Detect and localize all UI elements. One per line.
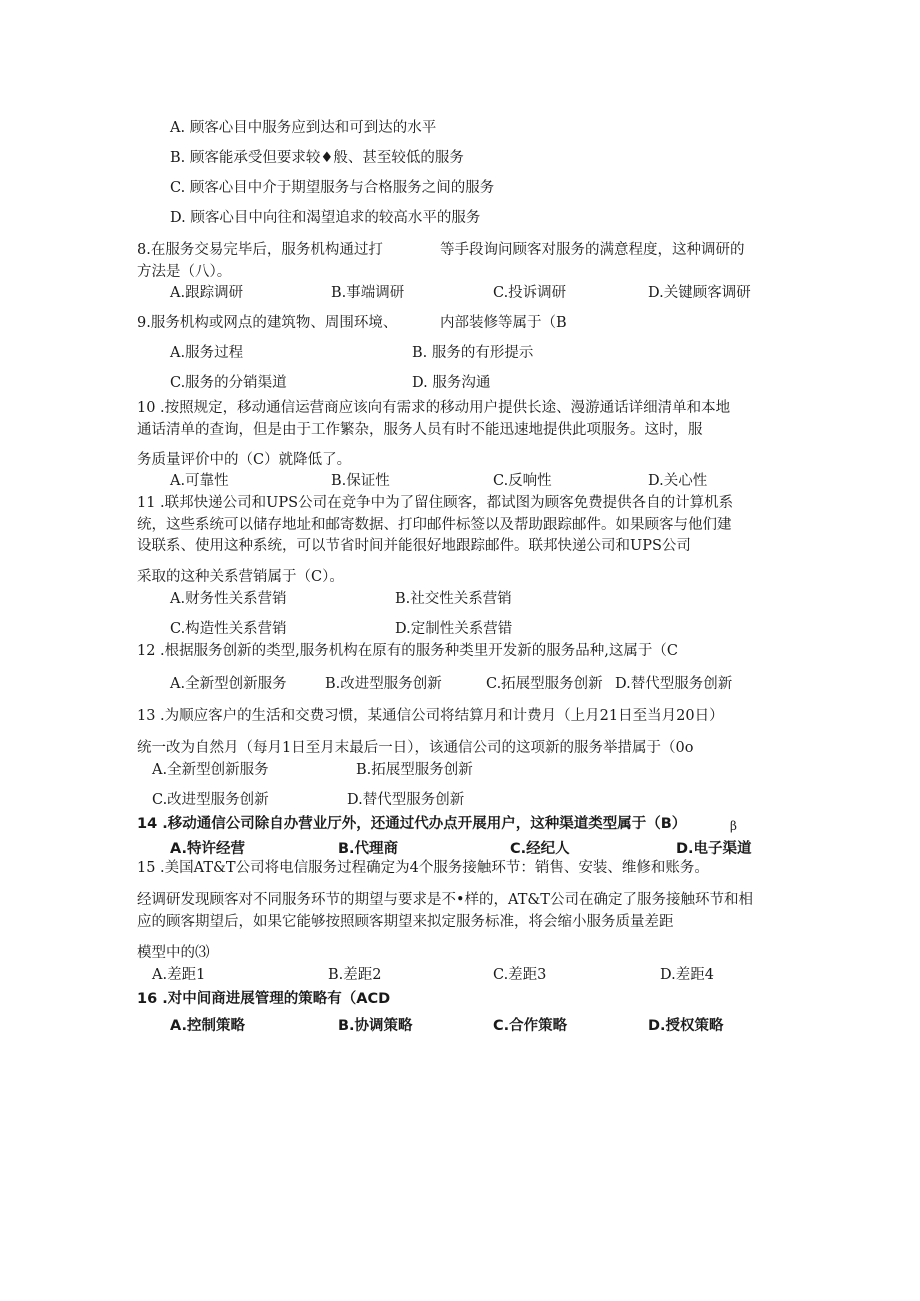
q9-option-b: B. 服务的有形提示 <box>412 345 534 361</box>
q11-option-c: C.构造性关系营销 <box>170 621 287 637</box>
q15-stem-line1: 15 .美国AT&T公司将电信服务过程确定为4个服务接触环节：销售、安装、维修和账务。 <box>137 860 709 876</box>
q15-option-c: C.差距3 <box>493 967 547 983</box>
q10-option-d: D.关心性 <box>648 473 708 489</box>
q11-stem-line1: 11 .联邦快递公司和UPS公司在竞争中为了留住顾客，都试图为顾客免费提供各自的计算机系 <box>137 495 734 511</box>
q16-option-c: C.合作策略 <box>493 1018 568 1034</box>
q8-stem-line2: 方法是（八）。 <box>137 264 232 280</box>
q11-option-a: A.财务性关系营销 <box>170 591 287 607</box>
q9-stem-line1a: 9.服务机构或网点的建筑物、周围环境、 <box>137 315 398 331</box>
q13-option-a: A.全新型创新服务 <box>152 762 269 778</box>
q8-option-b: B.事端调研 <box>331 285 405 301</box>
q13-option-d: D.替代型服务创新 <box>347 792 465 808</box>
q10-stem-line3: 务质量评价中的（C）就降低了。 <box>137 452 352 468</box>
q11-stem-line4: 采取的这种关系营销属于（C）。 <box>137 569 344 585</box>
q12-option-b: B.改进型服务创新 <box>325 676 442 692</box>
q14-option-b: B.代理商 <box>338 841 399 857</box>
q15-option-a: A.差距1 <box>152 967 206 983</box>
q14-option-c: C.经纪人 <box>510 841 570 857</box>
q14-stem-line1: 14 .移动通信公司除自办营业厅外，还通过代办点开展用户，这种渠道类型属于（B） <box>137 816 687 832</box>
q11-stem-line3: 设联系、使用这种系统，可以节省时间并能很好地跟踪邮件。联邦快递公司和UPS公司 <box>137 538 691 554</box>
q8-option-d: D.关键顾客调研 <box>648 285 751 301</box>
q10-stem-line1: 10 .按照规定，移动通信运营商应该向有需求的移动用户提供长途、漫游通话详细清单和本地 <box>137 400 731 416</box>
q8-option-c: C.投诉调研 <box>493 285 567 301</box>
q11-option-b: B.社交性关系营销 <box>395 591 512 607</box>
q13-stem-line1: 13 .为顺应客户的生活和交费习惯，某通信公司将结算月和计费月（上月21日至当月20日） <box>137 708 724 724</box>
q15-option-b: B.差距2 <box>328 967 382 983</box>
q15-option-d: D.差距4 <box>660 967 714 983</box>
q9-option-d: D. 服务沟通 <box>412 375 491 391</box>
q10-option-c: C.反响性 <box>493 473 552 489</box>
q12-option-c: C.拓展型服务创新 <box>486 676 603 692</box>
q9-option-c: C.服务的分销渠道 <box>170 375 287 391</box>
q12-option-a: A.全新型创新服务 <box>170 676 287 692</box>
q7-option-c: C. 顾客心目中介于期望服务与合格服务之间的服务 <box>170 180 495 196</box>
q15-stem-line2: 经调研发现顾客对不同服务环节的期望与要求是不•样的，AT&T公司在确定了服务接触环节和相 <box>137 892 753 908</box>
q10-stem-line2: 通话清单的查询，但是由于工作繁杂，服务人员有时不能迅速地提供此项服务。这时，服 <box>137 422 703 438</box>
q9-stem-line1b: 内部装修等属于（B <box>440 315 567 331</box>
q15-stem-line4: 模型中的⑶ <box>137 945 210 961</box>
q11-stem-line2: 统，这些系统可以储存地址和邮寄数据、打印邮件标签以及帮助跟踪邮件。如果顾客与他们建 <box>137 517 732 533</box>
q10-option-b: B.保证性 <box>331 473 390 489</box>
q14-option-d: D.电子渠道 <box>676 841 752 857</box>
q7-option-b: B. 顾客能承受但要求较♦般、甚至较低的服务 <box>170 150 464 166</box>
q10-option-a: A.可靠性 <box>170 473 229 489</box>
q9-option-a: A.服务过程 <box>170 345 244 361</box>
q13-option-c: C.改进型服务创新 <box>152 792 269 808</box>
q16-option-d: D.授权策略 <box>648 1018 724 1034</box>
q12-option-d: D.替代型服务创新 <box>615 676 733 692</box>
q7-option-d: D. 顾客心目中向往和渴望追求的较高水平的服务 <box>170 210 481 226</box>
q8-stem-line1a: 8.在服务交易完毕后，服务机构通过打 <box>137 242 383 258</box>
q16-option-b: B.协调策略 <box>338 1018 413 1034</box>
q11-option-d: D.定制性关系营错 <box>395 621 513 637</box>
q13-option-b: B.拓展型服务创新 <box>356 762 473 778</box>
q16-stem-line1: 16 .对中间商进展管理的策略有（ACD <box>137 991 391 1007</box>
q8-option-a: A.跟踪调研 <box>170 285 244 301</box>
q15-stem-line3: 应的顾客期望后，如果它能够按照顾客期望来拟定服务标准，将会缩小服务质量差距 <box>137 914 674 930</box>
q14-option-a: A.特许经营 <box>170 841 245 857</box>
q14-margin-mark: β <box>730 819 737 833</box>
q8-stem-line1b: 等手段询问顾客对服务的满意程度，这种调研的 <box>440 242 745 258</box>
q16-option-a: A.控制策略 <box>170 1018 245 1034</box>
q12-stem-line1: 12 .根据服务创新的类型,服务机构在原有的服务种类里开发新的服务品种,这属于（C <box>137 643 678 659</box>
q7-option-a: A. 顾客心目中服务应到达和可到达的水平 <box>170 120 437 136</box>
q13-stem-line2: 统一改为自然月（每月1日至月末最后一日），该通信公司的这项新的服务举措属于（0o <box>137 740 694 756</box>
